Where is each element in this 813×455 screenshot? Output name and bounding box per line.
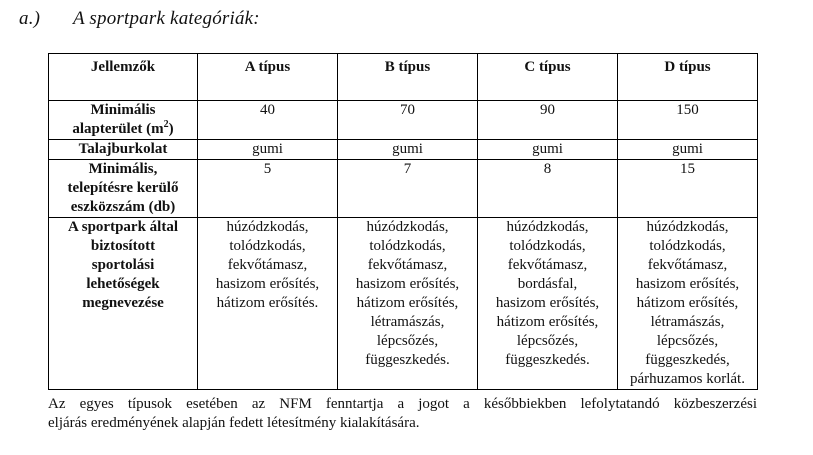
table-cell: gumi <box>618 140 758 160</box>
row-header-line: lehetőségek <box>86 276 160 292</box>
column-header: C típus <box>478 54 618 101</box>
activity-item: létramászás, <box>650 314 725 330</box>
footnote-line: Az egyes típusok esetében az NFM fenntartja a jogot a későbbiekben lefolytatandó közbeszerzési <box>48 396 757 412</box>
section-heading <box>19 8 260 30</box>
activity-item: húzódzkodás, <box>646 219 729 235</box>
activity-item: hátizom erősítés, <box>496 314 599 330</box>
row-header-line: sportolási <box>91 257 155 273</box>
table-cell: 70 <box>338 101 478 140</box>
section-label: a.) <box>19 8 41 29</box>
activities-cell-c <box>478 218 618 390</box>
row-header-line: biztosított <box>90 238 156 254</box>
activity-item: lépcsőzés, <box>516 333 579 349</box>
activity-item: húzódzkodás, <box>366 219 449 235</box>
table-row <box>49 140 758 160</box>
activity-item: fekvőtámasz, <box>647 257 728 273</box>
activity-item: függeszkedés, <box>645 352 730 368</box>
row-header-line: Minimális, <box>88 161 158 177</box>
section-title: A sportpark kategóriák: <box>73 8 260 29</box>
table-cell: gumi <box>198 140 338 160</box>
table-row <box>49 160 758 218</box>
row-header-text: alapterület (m <box>72 121 164 137</box>
activity-item: létramászás, <box>370 314 445 330</box>
row-header-line: megnevezése <box>82 295 164 311</box>
table-cell: 7 <box>338 160 478 218</box>
category-table <box>48 53 758 390</box>
row-header-area <box>49 101 198 140</box>
activity-item: függeszkedés. <box>505 352 590 368</box>
activity-item: hátizom erősítés, <box>636 295 739 311</box>
footnote-line: eljárás eredményének alapján fedett létesítmény kialakítására. <box>48 415 420 431</box>
table-row <box>49 101 758 140</box>
footnote <box>48 395 757 433</box>
activity-item: lépcsőzés, <box>376 333 439 349</box>
column-header: D típus <box>618 54 758 101</box>
table-header-row <box>49 54 758 101</box>
table-cell: 8 <box>478 160 618 218</box>
table-cell: gumi <box>478 140 618 160</box>
activity-item: tolódzkodás, <box>509 238 586 254</box>
row-header-activities <box>49 218 198 390</box>
activity-item: hátizom erősítés. <box>216 295 319 311</box>
unit-superscript: 2 <box>163 119 169 130</box>
table-cell: 15 <box>618 160 758 218</box>
table-row <box>49 218 758 390</box>
activity-item: hátizom erősítés, <box>356 295 459 311</box>
table-cell: 5 <box>198 160 338 218</box>
row-header-line <box>52 120 194 139</box>
activity-item: párhuzamos korlát. <box>630 371 745 387</box>
activity-item: hasizom erősítés, <box>355 276 460 292</box>
activity-item: húzódzkodás, <box>506 219 589 235</box>
activity-item: fekvőtámasz, <box>507 257 588 273</box>
activity-item: hasizom erősítés, <box>635 276 740 292</box>
table-cell: gumi <box>338 140 478 160</box>
activities-cell-a <box>198 218 338 390</box>
activity-item: tolódzkodás, <box>649 238 726 254</box>
activities-cell-b <box>338 218 478 390</box>
row-header-line: A sportpark által <box>67 219 178 235</box>
row-header-surface: Talajburkolat <box>49 140 198 160</box>
activity-item: fekvőtámasz, <box>367 257 448 273</box>
table-cell: 150 <box>618 101 758 140</box>
activity-item: hasizom erősítés, <box>495 295 600 311</box>
activity-item: tolódzkodás, <box>369 238 446 254</box>
activity-item: fekvőtámasz, <box>227 257 308 273</box>
table-cell: 40 <box>198 101 338 140</box>
column-header: A típus <box>198 54 338 101</box>
row-header-text: ) <box>168 121 174 137</box>
table-cell: 90 <box>478 101 618 140</box>
row-header-equipment <box>49 160 198 218</box>
activity-item: bordásfal, <box>517 276 578 292</box>
column-header: Jellemzők <box>49 54 198 101</box>
activity-item: tolódzkodás, <box>229 238 306 254</box>
activity-item: hasizom erősítés, <box>215 276 320 292</box>
activity-item: húzódzkodás, <box>226 219 309 235</box>
row-header-line: eszközszám (db) <box>70 199 176 215</box>
activities-cell-d <box>618 218 758 390</box>
row-header-line: telepítésre kerülő <box>67 180 179 196</box>
activity-item: függeszkedés. <box>365 352 450 368</box>
column-header: B típus <box>338 54 478 101</box>
row-header-line: Minimális <box>90 102 156 118</box>
activity-item: lépcsőzés, <box>656 333 719 349</box>
